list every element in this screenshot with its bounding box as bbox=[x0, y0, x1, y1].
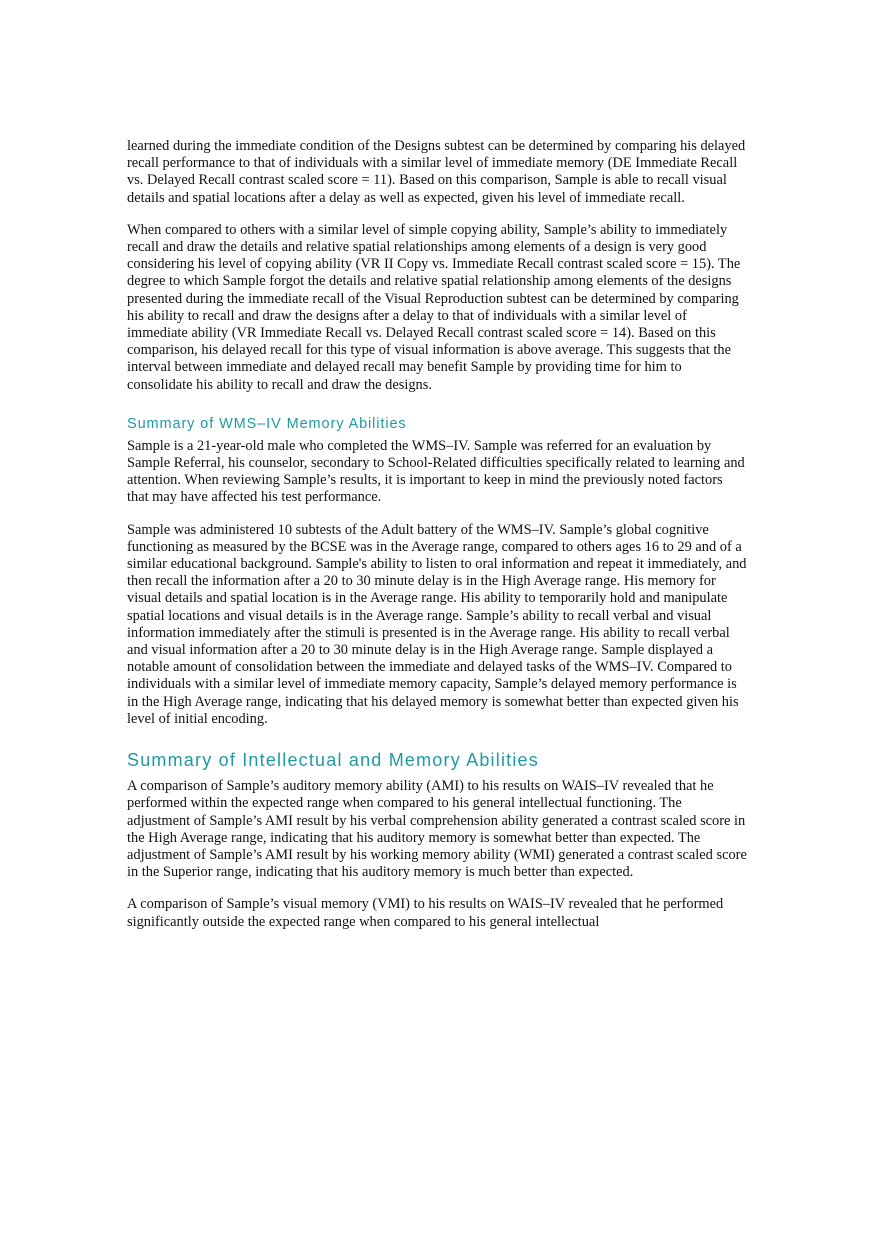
paragraph-designs-delayed-recall: learned during the immediate condition of the Designs subtest can be determined by comparing his delayed recall performance to that of individuals with a similar level of immediate memory (DE Immediate Recall vs. Delayed Recall contrast scaled score = 11). Based on this comparison, Sample is able to recall visual details and spatial locations after a delay as well as expected, given his level of immediate recall. bbox=[127, 138, 746, 206]
heading-wms-summary: Summary of WMS–IV Memory Abilities bbox=[127, 415, 407, 432]
report-page bbox=[127, 138, 747, 946]
paragraph-visual-memory: A comparison of Sample’s visual memory (VMI) to his results on WAIS–IV revealed that he performed significantly outside the expected range when compared to his general intellectual bbox=[127, 896, 724, 930]
paragraph-auditory-memory: A comparison of Sample’s auditory memory ability (AMI) to his results on WAIS–IV revealed that he performed within the expected range when compared to his general intellectual functioning. The adjustment of Sample’s AMI result by his verbal comprehension ability generated a contrast scaled score in the High Average range, indicating that his auditory memory is somewhat better than expected. The adjustment of Sample’s AMI result by his working memory ability (WMI) generated a contrast scaled score in the Superior range, indicating that his auditory memory is much better than expected. bbox=[127, 778, 747, 881]
paragraph-visual-reproduction: When compared to others with a similar level of simple copying ability, Sample’s ability to immediately recall and draw the details and relative spatial relationships among elements of a design is very good considering his level of copying ability (VR II Copy vs. Immediate Recall contrast scaled score = 15). The degree to which Sample forgot the details and relative spatial relationship among elements of the designs presented during the immediate recall of the Visual Reproduction subtest can be determined by comparing his ability to recall and draw the designs after a delay to that of individuals with a similar level of immediate ability (VR Immediate Recall vs. Delayed Recall contrast scaled score = 14). Based on this comparison, his delayed recall for this type of visual information is above average. This suggests that the interval between immediate and delayed recall may benefit Sample by providing time for him to consolidate his ability to recall and draw the designs. bbox=[127, 221, 741, 393]
heading-intellectual-memory-summary: Summary of Intellectual and Memory Abilities bbox=[127, 750, 539, 771]
paragraph-wms-referral: Sample is a 21-year-old male who completed the WMS–IV. Sample was referred for an evaluation by Sample Referral, his counselor, secondary to School-Related difficulties specifically related to learning and attention. When reviewing Sample’s results, it is important to keep in mind the previously noted factors that may have affected his test performance. bbox=[127, 437, 745, 506]
paragraph-wms-results: Sample was administered 10 subtests of the Adult battery of the WMS–IV. Sample’s global cognitive functioning as measured by the BCSE was in the Average range, compared to others ages 16 to 29 and of a similar educational background. Sample's ability to listen to oral information and repeat it immediately, and then recall the information after a 20 to 30 minute delay is in the High Average range. His memory for visual details and spatial location is in the Average range. His ability to temporarily hold and manipulate spatial locations and visual details is in the Average range. Sample’s ability to recall verbal and visual information immediately after the stimuli is presented is in the Average range. His ability to recall verbal and visual information after a 20 to 30 minute delay is in the High Average range. Sample displayed a notable amount of consolidation between the immediate and delayed tasks of the WMS–IV. Compared to individuals with a similar level of immediate memory capacity, Sample’s delayed memory performance is in the High Average range, indicating that his delayed memory is somewhat better than expected given his level of initial encoding. bbox=[127, 521, 747, 727]
